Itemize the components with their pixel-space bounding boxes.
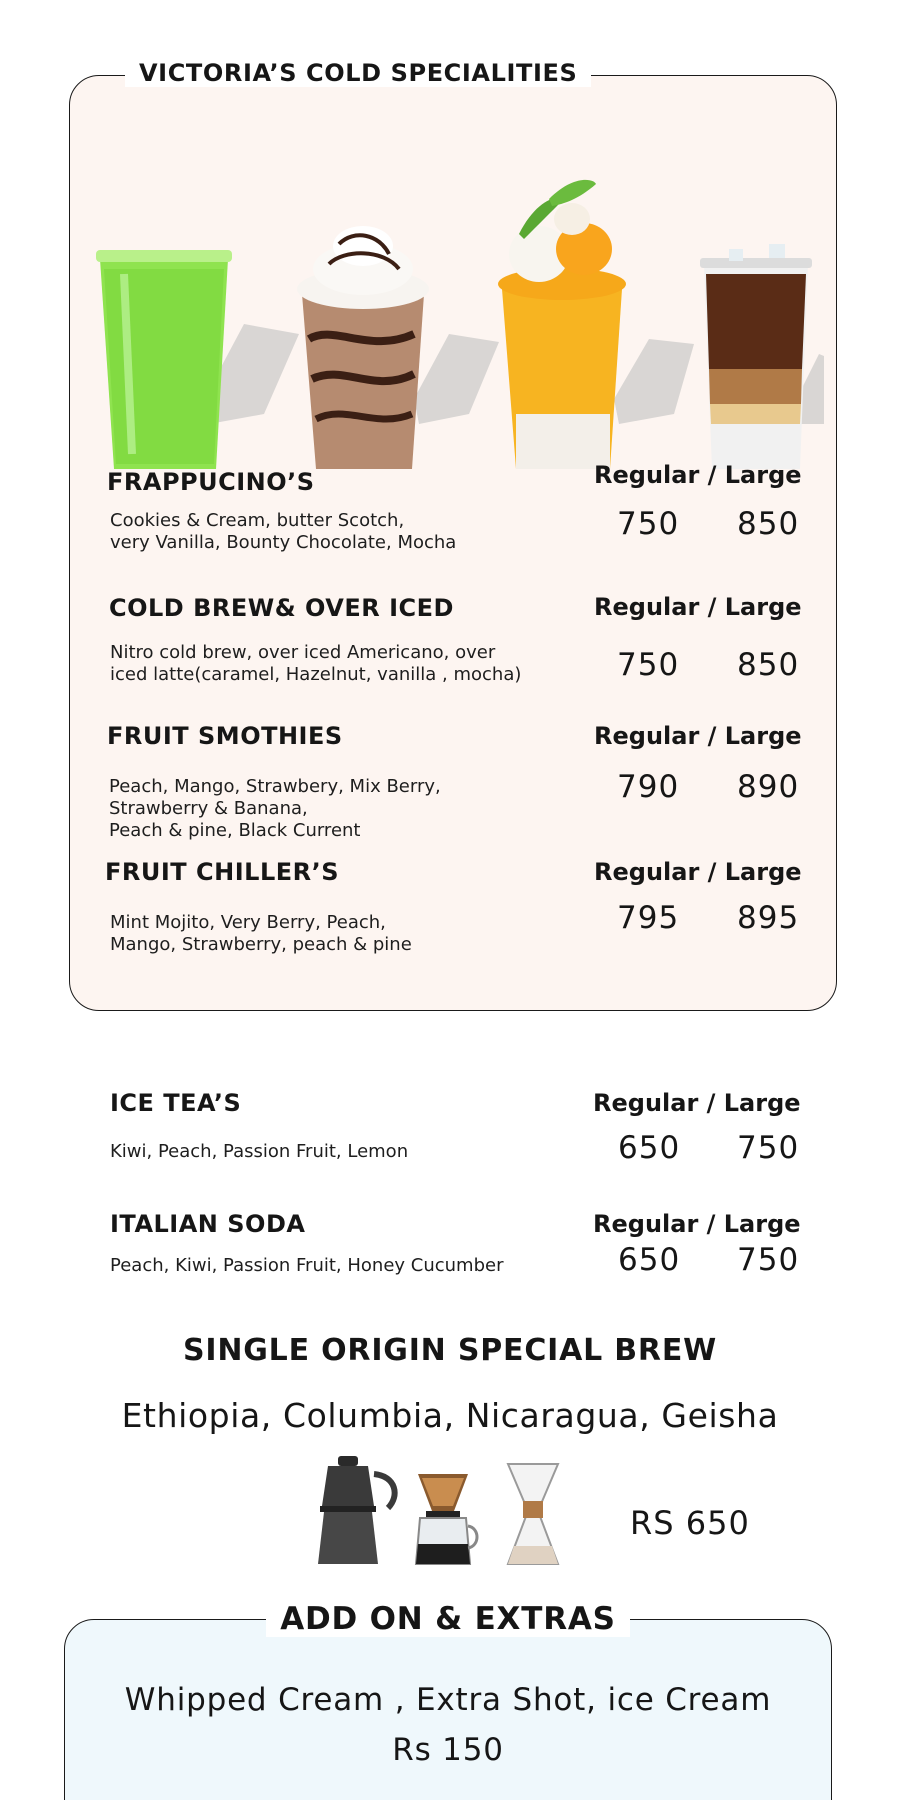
- green-lemonade-glass: [96, 250, 232, 469]
- cold-brew-layered-glass: [700, 244, 812, 469]
- price-large: 890: [737, 769, 800, 805]
- extras-panel: [64, 1601, 832, 1800]
- price-regular: 795: [617, 900, 680, 936]
- item-description-line: Mango, Strawberry, peach & pine: [110, 934, 412, 955]
- size-label: Regular / Large: [594, 722, 802, 750]
- item-name: ICE TEA’S: [110, 1089, 242, 1117]
- price-regular: 750: [617, 506, 680, 542]
- item-description-line: Peach, Mango, Strawbery, Mix Berry,: [109, 776, 441, 797]
- size-label: Regular / Large: [594, 593, 802, 621]
- size-label: Regular / Large: [594, 858, 802, 886]
- price-large: 895: [737, 900, 800, 936]
- size-label: Regular / Large: [593, 1210, 801, 1238]
- single-origin-list: Ethiopia, Columbia, Nicaragua, Geisha: [121, 1396, 779, 1435]
- item-description: Peach, Kiwi, Passion Fruit, Honey Cucumber: [110, 1255, 504, 1276]
- size-label: Regular / Large: [593, 1089, 801, 1117]
- item-name: ITALIAN SODA: [110, 1210, 306, 1238]
- single-origin-title: SINGLE ORIGIN SPECIAL BREW: [182, 1333, 718, 1368]
- pour-over-dripper-icon: [416, 1474, 477, 1564]
- extras-items: Whipped Cream , Extra Shot, ice Cream: [124, 1682, 772, 1718]
- cold-specialities-panel: [69, 59, 837, 1011]
- price-large: 850: [737, 647, 800, 683]
- item-name: FRUIT SMOTHIES: [107, 722, 343, 750]
- item-name: FRUIT CHILLER’S: [105, 858, 340, 886]
- brewer-icons: [308, 1456, 578, 1576]
- drinks-photo-row: [84, 124, 824, 504]
- item-description-line: iced latte(caramel, Hazelnut, vanilla , mocha): [110, 664, 522, 685]
- price-large: 850: [737, 506, 800, 542]
- item-description-line: Mint Mojito, Very Berry, Peach,: [110, 912, 386, 933]
- item-name: FRAPPUCINO’S: [107, 468, 315, 496]
- price-regular: 790: [617, 769, 680, 805]
- extras-title: ADD ON & EXTRAS: [266, 1601, 630, 1637]
- chocolate-frappuccino-cup: [297, 226, 429, 469]
- cold-specialities-title: VICTORIA’S COLD SPECIALITIES: [125, 59, 591, 87]
- item-description: Kiwi, Peach, Passion Fruit, Lemon: [110, 1141, 409, 1162]
- item-description-line: Strawberry & Banana,: [109, 798, 308, 819]
- item-description-line: Cookies & Cream, butter Scotch,: [110, 510, 405, 531]
- extras-price: Rs 150: [392, 1732, 504, 1768]
- price-regular: 650: [618, 1242, 681, 1278]
- item-name: COLD BREW& OVER ICED: [109, 594, 454, 622]
- moka-pot-icon: [318, 1456, 395, 1564]
- size-label: Regular / Large: [594, 461, 802, 489]
- price-regular: 650: [618, 1130, 681, 1166]
- price-large: 750: [737, 1242, 800, 1278]
- item-description-line: very Vanilla, Bounty Chocolate, Mocha: [110, 532, 457, 553]
- price-regular: 750: [617, 647, 680, 683]
- chemex-icon: [508, 1464, 558, 1564]
- item-description-line: Nitro cold brew, over iced Americano, over: [110, 642, 496, 663]
- price-large: 750: [737, 1130, 800, 1166]
- single-origin-price: RS 650: [630, 1504, 750, 1542]
- item-description-line: Peach & pine, Black Current: [109, 820, 361, 841]
- mango-smoothie-cup: [498, 180, 626, 469]
